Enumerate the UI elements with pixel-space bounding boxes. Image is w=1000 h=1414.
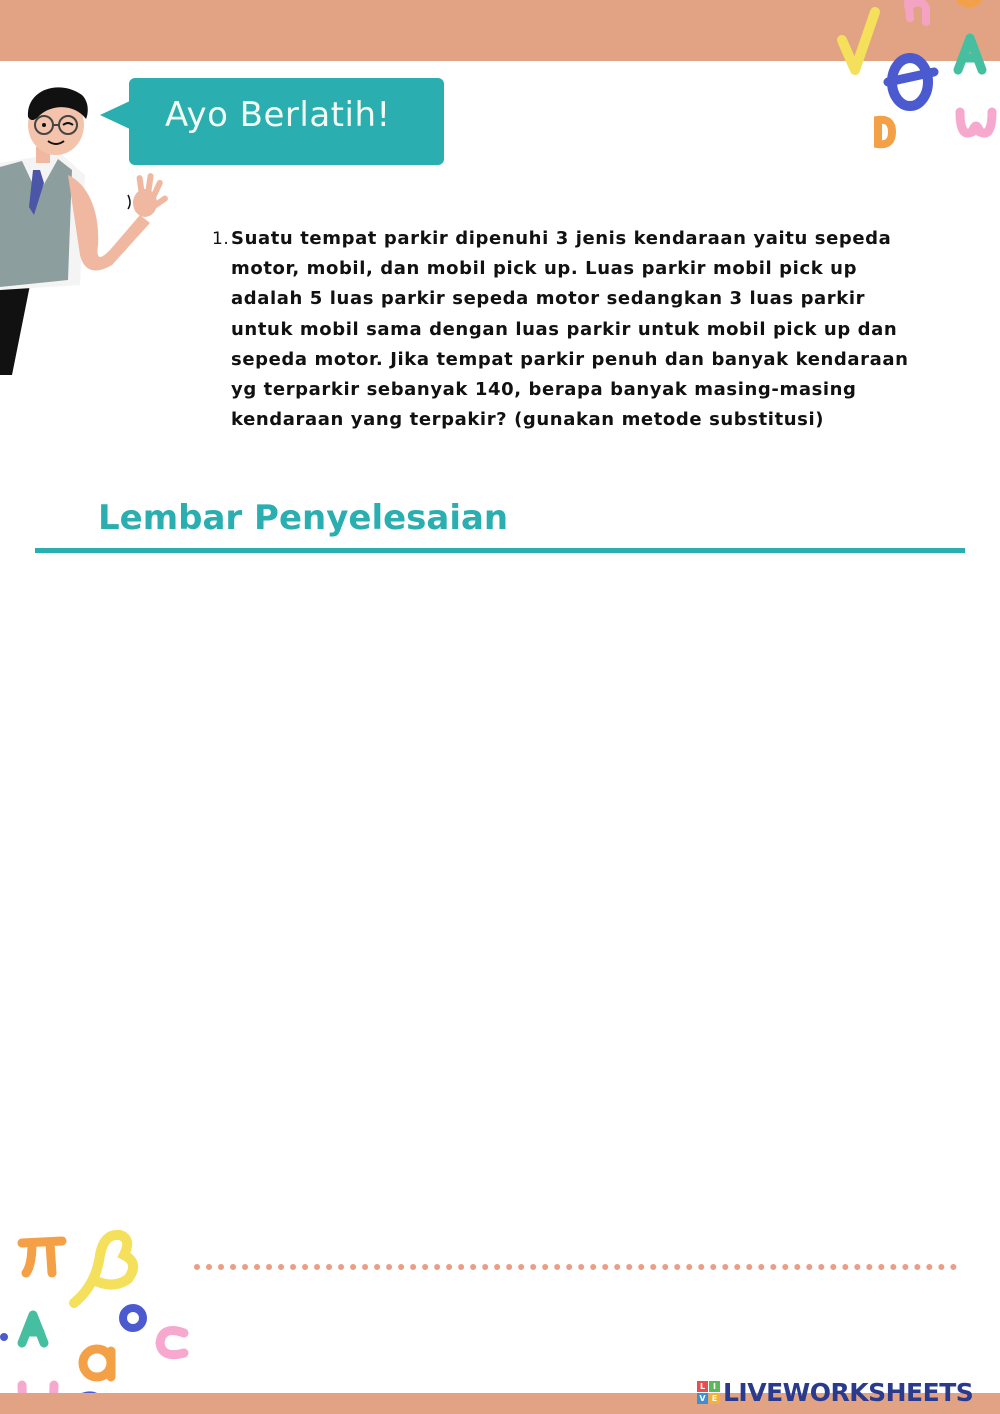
omega-letter-icon bbox=[960, 112, 992, 133]
section-title: Lembar Penyelesaian bbox=[98, 498, 509, 538]
liveworksheets-logo[interactable] bbox=[697, 1377, 973, 1407]
eta-letter-icon bbox=[908, 0, 926, 22]
pi-letter-icon bbox=[22, 1241, 62, 1273]
question-item bbox=[212, 224, 912, 435]
answer-dotted-line bbox=[194, 1264, 957, 1270]
decorative-letters-bottom bbox=[0, 1225, 200, 1414]
d-letter-icon bbox=[878, 120, 892, 145]
brand-mark-v: V bbox=[697, 1393, 708, 1404]
brand-mark-e: E bbox=[709, 1393, 720, 1404]
c-letter-icon bbox=[160, 1331, 184, 1355]
o-letter-icon bbox=[123, 1308, 143, 1328]
speech-bubble-tail bbox=[100, 100, 132, 130]
question-number: 1. bbox=[212, 229, 230, 249]
brand-mark-icon bbox=[697, 1381, 720, 1404]
brand-name: LIVEWORKSHEETS bbox=[723, 1377, 974, 1407]
sqrt-letter-icon bbox=[842, 12, 875, 70]
a-letter-icon bbox=[958, 38, 982, 70]
brand-mark-l: L bbox=[697, 1381, 708, 1392]
decorative-letters-top bbox=[830, 0, 1000, 155]
beta-letter-icon bbox=[74, 1235, 133, 1303]
a-letter-icon bbox=[22, 1315, 44, 1343]
brand-mark-i: I bbox=[709, 1381, 720, 1392]
page-title: Ayo Berlatih! bbox=[165, 95, 391, 135]
section-divider bbox=[35, 548, 965, 553]
question-text: Suatu tempat parkir dipenuhi 3 jenis kendaraan yaitu sepeda motor, mobil, dan mobil pick up. Luas parkir mobil pick up adalah 5 luas parkir sepeda motor sedangkan 3 luas parkir untuk mobil sama dengan luas parkir untuk mobil pick up dan sepeda motor. Jika tempat parkir penuh dan banyak kendaraan yg terparkir sebanyak 140, berapa banyak masing-masing kendaraan yang terpakir? (gunakan metode substitusi) bbox=[231, 228, 909, 431]
